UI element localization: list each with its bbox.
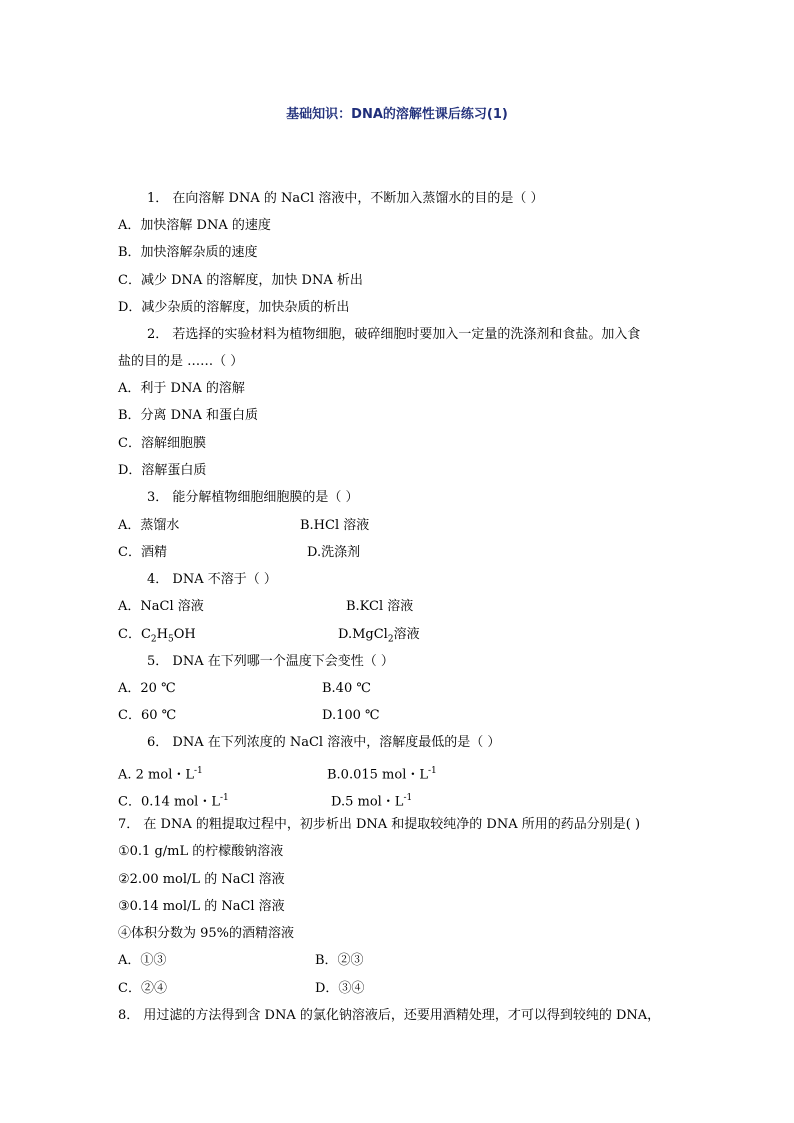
question-1-option-a: A．加快溶解 DNA 的速度 [118, 218, 271, 233]
question-7-option-c: C．②④ [118, 981, 167, 996]
question-3-stem: 3． 能分解植物细胞细胞膜的是（ ） [147, 490, 359, 505]
question-2-option-a: A．利于 DNA 的溶解 [118, 381, 245, 396]
question-6-option-d: D.5 mol・$L^{-1}$ [331, 793, 413, 810]
question-5-stem: 5． DNA 在下列哪一个温度下会变性（ ） [147, 654, 394, 669]
question-1-stem: 1． 在向溶解 DNA 的 NaCl 溶液中，不断加入蒸馏水的目的是（ ） [147, 191, 544, 206]
question-4-stem: 4． DNA 不溶于（ ） [147, 572, 277, 587]
question-7-option-d: D．③④ [315, 981, 365, 996]
question-8-stem: 8． 用过滤的方法得到含 DNA 的氯化钠溶液后，还要用酒精处理，才可以得到较纯的 DNA， [118, 1008, 661, 1023]
question-6-option-a: A. 2 mol・$L^{-1}$ [118, 766, 203, 783]
question-4-option-c: C．$C_2H_5OH$ [118, 627, 196, 645]
question-4-option-d: D.MgCl$_2$溶液 [338, 627, 420, 645]
question-5-option-c: C．60 ℃ [118, 708, 177, 723]
question-7-option-a: A．①③ [118, 953, 167, 968]
question-2-option-c: C．溶解细胞膜 [118, 436, 206, 451]
question-7-stem: 7． 在 DNA 的粗提取过程中，初步析出 DNA 和提取较纯净的 DNA 所用的药品分别是( ) [118, 817, 641, 832]
question-7-item-2: ②2.00 mol/L 的 NaCl 溶液 [118, 872, 285, 887]
question-2-option-d: D．溶解蛋白质 [118, 463, 207, 478]
question-5-option-d: D.100 ℃ [322, 708, 380, 723]
question-7-item-1: ①0.1 g/mL 的柠檬酸钠溶液 [118, 844, 284, 859]
question-6-stem: 6． DNA 在下列浓度的 NaCl 溶液中，溶解度最低的是（ ） [147, 735, 501, 750]
question-1-option-b: B．加快溶解杂质的速度 [118, 245, 258, 260]
question-6-option-b: B.0.015 mol・$L^{-1}$ [327, 766, 437, 783]
question-2-stem-line1: 2． 若选择的实验材料为植物细胞，破碎细胞时要加入一定量的洗涤剂和食盐。加入食 [147, 327, 641, 342]
question-6-option-c: C．0.14 mol・$L^{-1}$ [118, 793, 229, 810]
question-4-option-b: B.KCl 溶液 [346, 599, 414, 614]
page-title: 基础知识：DNA的溶解性课后练习(1) [286, 107, 508, 122]
question-3-option-a: A．蒸馏水 [118, 518, 180, 533]
question-3-option-d: D.洗涤剂 [307, 545, 361, 560]
question-7-item-3: ③0.14 mol/L 的 NaCl 溶液 [118, 899, 285, 914]
question-5-option-b: B.40 ℃ [322, 681, 371, 696]
question-1-option-d: D．减少杂质的溶解度，加快杂质的析出 [118, 300, 350, 315]
question-2-option-b: B．分离 DNA 和蛋白质 [118, 408, 259, 423]
question-2-stem-line2: 盐的目的是 ……（ ） [118, 354, 244, 369]
question-3-option-b: B.HCl 溶液 [300, 518, 370, 533]
question-3-option-c: C．酒精 [118, 545, 167, 560]
question-7-item-4: ④体积分数为 95%的酒精溶液 [118, 926, 295, 941]
question-5-option-a: A．20 ℃ [118, 681, 176, 696]
question-7-option-b: B．②③ [315, 953, 364, 968]
question-4-option-a: A．NaCl 溶液 [118, 599, 204, 614]
question-1-option-c: C．减少 DNA 的溶解度，加快 DNA 析出 [118, 273, 363, 288]
